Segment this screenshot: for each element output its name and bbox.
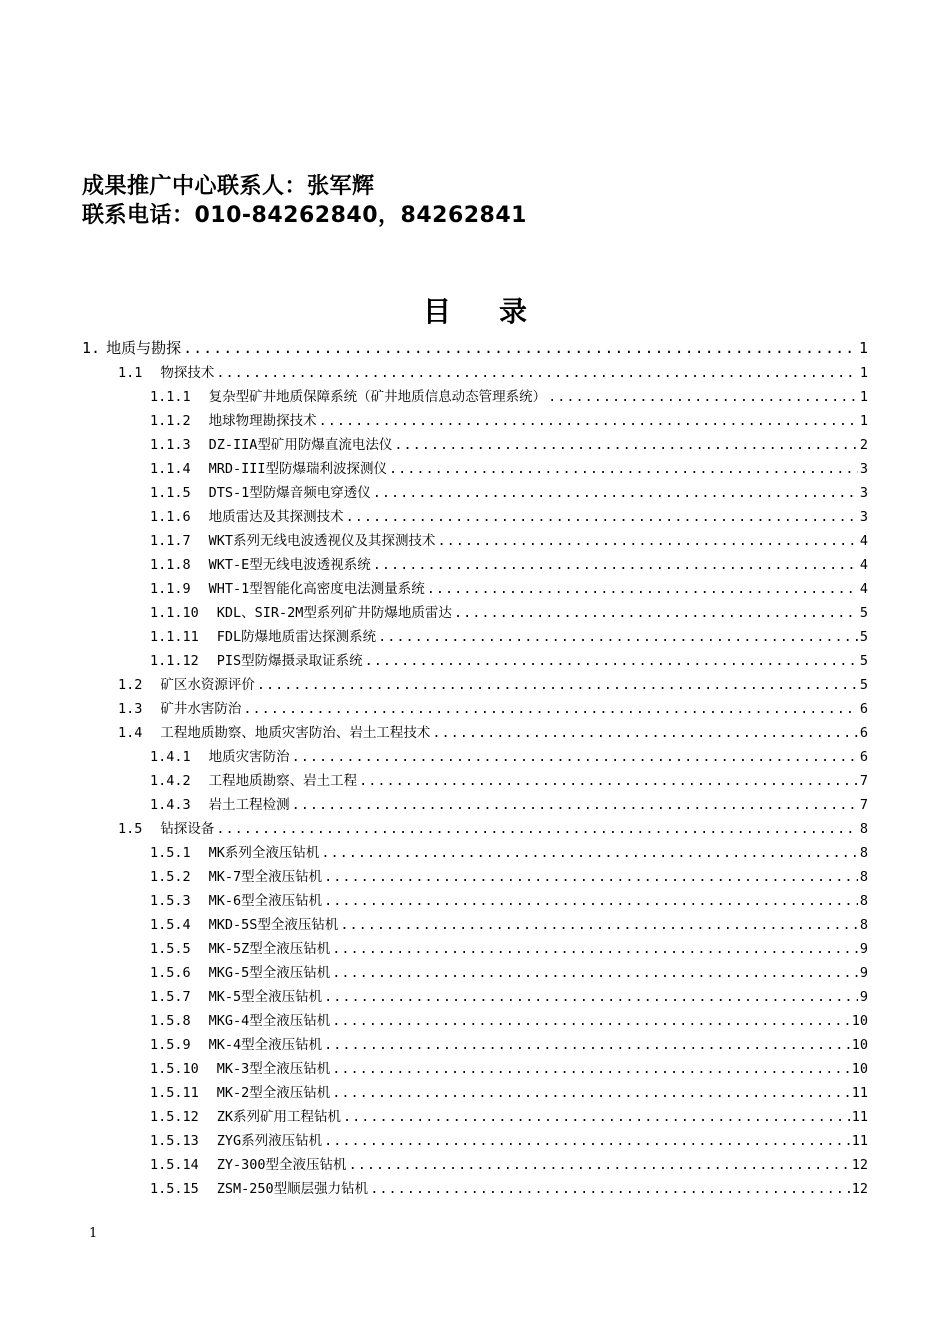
toc-entry-page: 4 bbox=[859, 557, 868, 573]
toc-entry-page: 8 bbox=[859, 917, 868, 933]
toc-entry-number: 1.5.1 bbox=[150, 845, 191, 861]
toc-entry-number: 1.5.11 bbox=[150, 1085, 199, 1101]
toc-entry-page: 11 bbox=[851, 1085, 868, 1101]
toc-entry-page: 3 bbox=[859, 461, 868, 477]
toc-entry-title: 复杂型矿井地质保障系统（矿井地质信息动态管理系统） bbox=[208, 389, 547, 405]
toc-leader-dots bbox=[183, 336, 857, 361]
toc-leader-dots bbox=[394, 433, 857, 457]
toc-leader-dots bbox=[216, 817, 857, 841]
toc-entry-page: 3 bbox=[859, 485, 868, 501]
toc-entry-number: 1.1.4 bbox=[150, 461, 191, 477]
toc-entry-number: 1.5.6 bbox=[150, 965, 191, 981]
toc-entry[interactable] bbox=[82, 937, 868, 961]
toc-entry[interactable] bbox=[82, 1153, 868, 1177]
toc-entry[interactable] bbox=[82, 361, 868, 385]
toc-entry-title: WKT-E型无线电波透视系统 bbox=[208, 557, 371, 573]
toc-entry-title: ZYG系列液压钻机 bbox=[216, 1133, 323, 1149]
toc-entry-title: MKG-5型全液压钻机 bbox=[208, 965, 331, 981]
toc-entry-title: ZY-300型全液压钻机 bbox=[216, 1157, 347, 1173]
toc-leader-dots bbox=[257, 673, 858, 697]
toc-entry-title: WKT系列无线电波透视仪及其探测技术 bbox=[208, 533, 436, 549]
toc-entry-title: MK-5型全液压钻机 bbox=[208, 989, 323, 1005]
toc-leader-dots bbox=[378, 625, 858, 649]
toc-entry[interactable] bbox=[82, 529, 868, 553]
toc-entry-page: 10 bbox=[851, 1061, 868, 1077]
toc-entry-page: 3 bbox=[859, 509, 868, 525]
toc-leader-dots bbox=[454, 601, 858, 625]
toc-leader-dots bbox=[321, 841, 857, 865]
toc-entry-title: 岩土工程检测 bbox=[208, 797, 290, 813]
toc-entry[interactable] bbox=[82, 793, 868, 817]
toc-entry[interactable] bbox=[82, 673, 868, 697]
toc-entry-page: 1 bbox=[859, 365, 868, 381]
toc-leader-dots bbox=[324, 865, 858, 889]
toc-leader-dots bbox=[359, 769, 858, 793]
toc-entry-number: 1.1 bbox=[118, 365, 143, 381]
toc-entry-number: 1. bbox=[82, 339, 101, 357]
toc-entry-number: 1.2 bbox=[118, 677, 143, 693]
toc-leader-dots bbox=[324, 1129, 850, 1153]
toc-leader-dots bbox=[432, 721, 857, 745]
toc-entry[interactable] bbox=[82, 913, 868, 937]
toc-entry-title: PIS型防爆摄录取证系统 bbox=[216, 653, 363, 669]
toc-entry-title: 工程地质勘察、地质灾害防治、岩土工程技术 bbox=[160, 725, 431, 741]
toc-entry[interactable] bbox=[82, 601, 868, 625]
toc-entry-number: 1.4.1 bbox=[150, 749, 191, 765]
toc-entry[interactable] bbox=[82, 985, 868, 1009]
toc-entry-title: MK-2型全液压钻机 bbox=[216, 1085, 331, 1101]
toc-entry-number: 1.4.3 bbox=[150, 797, 191, 813]
toc-entry[interactable] bbox=[82, 745, 868, 769]
toc-entry-number: 1.1.2 bbox=[150, 413, 191, 429]
toc-leader-dots bbox=[292, 745, 858, 769]
toc-leader-dots bbox=[292, 793, 858, 817]
toc-entry[interactable] bbox=[82, 1105, 868, 1129]
toc-entry-number: 1.1.7 bbox=[150, 533, 191, 549]
toc-entry-page: 6 bbox=[859, 701, 868, 717]
toc-entry[interactable] bbox=[82, 433, 868, 457]
toc-entry-number: 1.5.12 bbox=[150, 1109, 199, 1125]
toc-leader-dots bbox=[332, 1081, 849, 1105]
toc-title: 目录 bbox=[422, 295, 575, 328]
toc-entry[interactable] bbox=[82, 1081, 868, 1105]
toc-entry-number: 1.3 bbox=[118, 701, 143, 717]
toc-entry[interactable] bbox=[82, 889, 868, 913]
toc-leader-dots bbox=[349, 1153, 850, 1177]
toc-entry-title: 地质灾害防治 bbox=[208, 749, 290, 765]
toc-entry-page: 2 bbox=[859, 437, 868, 453]
toc-entry-number: 1.1.3 bbox=[150, 437, 191, 453]
toc-entry[interactable] bbox=[82, 841, 868, 865]
toc-entry[interactable] bbox=[82, 1033, 868, 1057]
toc-entry-page: 5 bbox=[859, 605, 868, 621]
toc-entry-page: 1 bbox=[858, 339, 868, 357]
toc-entry-title: FDL防爆地质雷达探测系统 bbox=[216, 629, 377, 645]
toc-entry-number: 1.5.10 bbox=[150, 1061, 199, 1077]
toc-leader-dots bbox=[370, 1177, 850, 1201]
toc-entry-page: 6 bbox=[859, 725, 868, 741]
toc-entry[interactable] bbox=[82, 769, 868, 793]
toc-entry-title: 钻探设备 bbox=[160, 821, 215, 837]
toc-leader-dots bbox=[319, 409, 858, 433]
toc-entry-number: 1.1.6 bbox=[150, 509, 191, 525]
toc-entry-title: MK-6型全液压钻机 bbox=[208, 893, 323, 909]
toc-entry-page: 9 bbox=[859, 989, 868, 1005]
toc-entry-title: MK-5Z型全液压钻机 bbox=[208, 941, 331, 957]
toc-entry[interactable] bbox=[82, 577, 868, 601]
toc-entry[interactable] bbox=[82, 817, 868, 841]
toc-entry-number: 1.5.8 bbox=[150, 1013, 191, 1029]
toc-entry-page: 5 bbox=[859, 629, 868, 645]
toc-entry[interactable] bbox=[82, 1009, 868, 1033]
toc-entry-title: MKG-4型全液压钻机 bbox=[208, 1013, 331, 1029]
toc-entry-number: 1.1.9 bbox=[150, 581, 191, 597]
toc-entry[interactable] bbox=[82, 385, 868, 409]
toc-leader-dots bbox=[216, 361, 857, 385]
toc-entry-title: DTS-1型防爆音频电穿透仪 bbox=[208, 485, 371, 501]
toc-entry[interactable] bbox=[82, 481, 868, 505]
toc-leader-dots bbox=[332, 1057, 849, 1081]
toc-entry-page: 7 bbox=[859, 797, 868, 813]
toc-entry-page: 1 bbox=[859, 413, 868, 429]
toc-entry-title: 工程地质勘察、岩土工程 bbox=[208, 773, 358, 789]
toc-leader-dots bbox=[548, 385, 858, 409]
toc-entry-title: 矿区水资源评价 bbox=[160, 677, 255, 693]
contact-person: 成果推广中心联系人：张军辉 bbox=[82, 174, 375, 199]
toc-leader-dots bbox=[365, 649, 858, 673]
toc-entry[interactable] bbox=[82, 625, 868, 649]
toc-entry-page: 8 bbox=[859, 893, 868, 909]
toc-entry-page: 8 bbox=[859, 845, 868, 861]
toc-entry-number: 1.5.15 bbox=[150, 1181, 199, 1197]
toc-entry-title: WHT-1型智能化高密度电法测量系统 bbox=[208, 581, 425, 597]
toc-entry-page: 10 bbox=[851, 1013, 868, 1029]
toc-entry-title: MK-7型全液压钻机 bbox=[208, 869, 323, 885]
toc-entry-number: 1.5 bbox=[118, 821, 143, 837]
toc-entry-number: 1.5.3 bbox=[150, 893, 191, 909]
toc-entry-page: 7 bbox=[859, 773, 868, 789]
toc-entry[interactable] bbox=[82, 1057, 868, 1081]
toc-leader-dots bbox=[373, 553, 858, 577]
toc-leader-dots bbox=[324, 1033, 850, 1057]
toc-entry-page: 5 bbox=[859, 677, 868, 693]
toc-entry-number: 1.1.10 bbox=[150, 605, 199, 621]
toc-entry[interactable] bbox=[82, 697, 868, 721]
toc-entry[interactable] bbox=[82, 409, 868, 433]
toc-leader-dots bbox=[324, 985, 858, 1009]
toc-entry-number: 1.4 bbox=[118, 725, 143, 741]
toc-entry[interactable] bbox=[82, 865, 868, 889]
toc-leader-dots bbox=[332, 937, 858, 961]
toc-entry[interactable] bbox=[82, 961, 868, 985]
toc-entry[interactable] bbox=[82, 721, 868, 745]
contact-phone: 联系电话：010-84262840，84262841 bbox=[82, 203, 527, 228]
toc-entry-title: MK-4型全液压钻机 bbox=[208, 1037, 323, 1053]
toc-entry[interactable] bbox=[82, 336, 868, 361]
page-number: 1 bbox=[89, 1226, 98, 1241]
toc-entry-number: 1.4.2 bbox=[150, 773, 191, 789]
toc-entry-number: 1.1.8 bbox=[150, 557, 191, 573]
toc-entry-number: 1.5.13 bbox=[150, 1133, 199, 1149]
toc-entry-number: 1.1.1 bbox=[150, 389, 191, 405]
toc-entry-page: 10 bbox=[851, 1037, 868, 1053]
table-of-contents bbox=[82, 336, 868, 1201]
toc-entry[interactable] bbox=[82, 649, 868, 673]
toc-entry-title: MKD-5S型全液压钻机 bbox=[208, 917, 339, 933]
toc-leader-dots bbox=[389, 457, 858, 481]
toc-entry-title: ZSM-250型顺层强力钻机 bbox=[216, 1181, 369, 1197]
toc-entry-page: 12 bbox=[851, 1157, 868, 1173]
toc-entry[interactable] bbox=[82, 457, 868, 481]
toc-entry-number: 1.1.5 bbox=[150, 485, 191, 501]
toc-leader-dots bbox=[340, 913, 857, 937]
toc-entry-page: 9 bbox=[859, 965, 868, 981]
toc-entry-number: 1.1.12 bbox=[150, 653, 199, 669]
toc-entry-number: 1.5.9 bbox=[150, 1037, 191, 1053]
toc-entry-number: 1.5.7 bbox=[150, 989, 191, 1005]
toc-leader-dots bbox=[373, 481, 858, 505]
toc-entry-page: 8 bbox=[859, 821, 868, 837]
toc-entry-page: 1 bbox=[859, 389, 868, 405]
toc-entry-page: 11 bbox=[851, 1109, 868, 1125]
toc-entry-number: 1.1.11 bbox=[150, 629, 199, 645]
toc-entry-page: 4 bbox=[859, 581, 868, 597]
toc-entry-page: 5 bbox=[859, 653, 868, 669]
toc-entry-title: MRD-III型防爆瑞利波探测仪 bbox=[208, 461, 388, 477]
toc-entry[interactable] bbox=[82, 1177, 868, 1201]
toc-entry-title: 物探技术 bbox=[160, 365, 215, 381]
toc-entry-title: MK-3型全液压钻机 bbox=[216, 1061, 331, 1077]
toc-entry[interactable] bbox=[82, 553, 868, 577]
toc-entry-page: 11 bbox=[851, 1133, 868, 1149]
toc-entry-title: ZK系列矿用工程钻机 bbox=[216, 1109, 342, 1125]
toc-leader-dots bbox=[332, 1009, 849, 1033]
toc-entry-number: 1.5.14 bbox=[150, 1157, 199, 1173]
toc-entry-title: DZ-IIA型矿用防爆直流电法仪 bbox=[208, 437, 393, 453]
toc-entry[interactable] bbox=[82, 505, 868, 529]
toc-entry-title: MK系列全液压钻机 bbox=[208, 845, 320, 861]
toc-entry-page: 4 bbox=[859, 533, 868, 549]
toc-leader-dots bbox=[243, 697, 857, 721]
toc-entry-page: 9 bbox=[859, 941, 868, 957]
toc-entry-page: 12 bbox=[851, 1181, 868, 1197]
toc-entry-page: 8 bbox=[859, 869, 868, 885]
toc-entry-title: 地质与勘探 bbox=[106, 339, 182, 357]
toc-entry-number: 1.5.5 bbox=[150, 941, 191, 957]
toc-leader-dots bbox=[332, 961, 858, 985]
toc-entry-title: 地球物理勘探技术 bbox=[208, 413, 317, 429]
toc-leader-dots bbox=[343, 1105, 850, 1129]
toc-entry-title: 地质雷达及其探测技术 bbox=[208, 509, 344, 525]
toc-entry[interactable] bbox=[82, 1129, 868, 1153]
toc-leader-dots bbox=[346, 505, 858, 529]
toc-entry-page: 6 bbox=[859, 749, 868, 765]
toc-leader-dots bbox=[324, 889, 858, 913]
contact-block bbox=[82, 172, 527, 230]
toc-entry-number: 1.5.2 bbox=[150, 869, 191, 885]
toc-entry-number: 1.5.4 bbox=[150, 917, 191, 933]
toc-leader-dots bbox=[438, 529, 858, 553]
toc-leader-dots bbox=[427, 577, 858, 601]
toc-entry-title: KDL、SIR-2M型系列矿井防爆地质雷达 bbox=[216, 605, 452, 621]
toc-entry-title: 矿井水害防治 bbox=[160, 701, 242, 717]
